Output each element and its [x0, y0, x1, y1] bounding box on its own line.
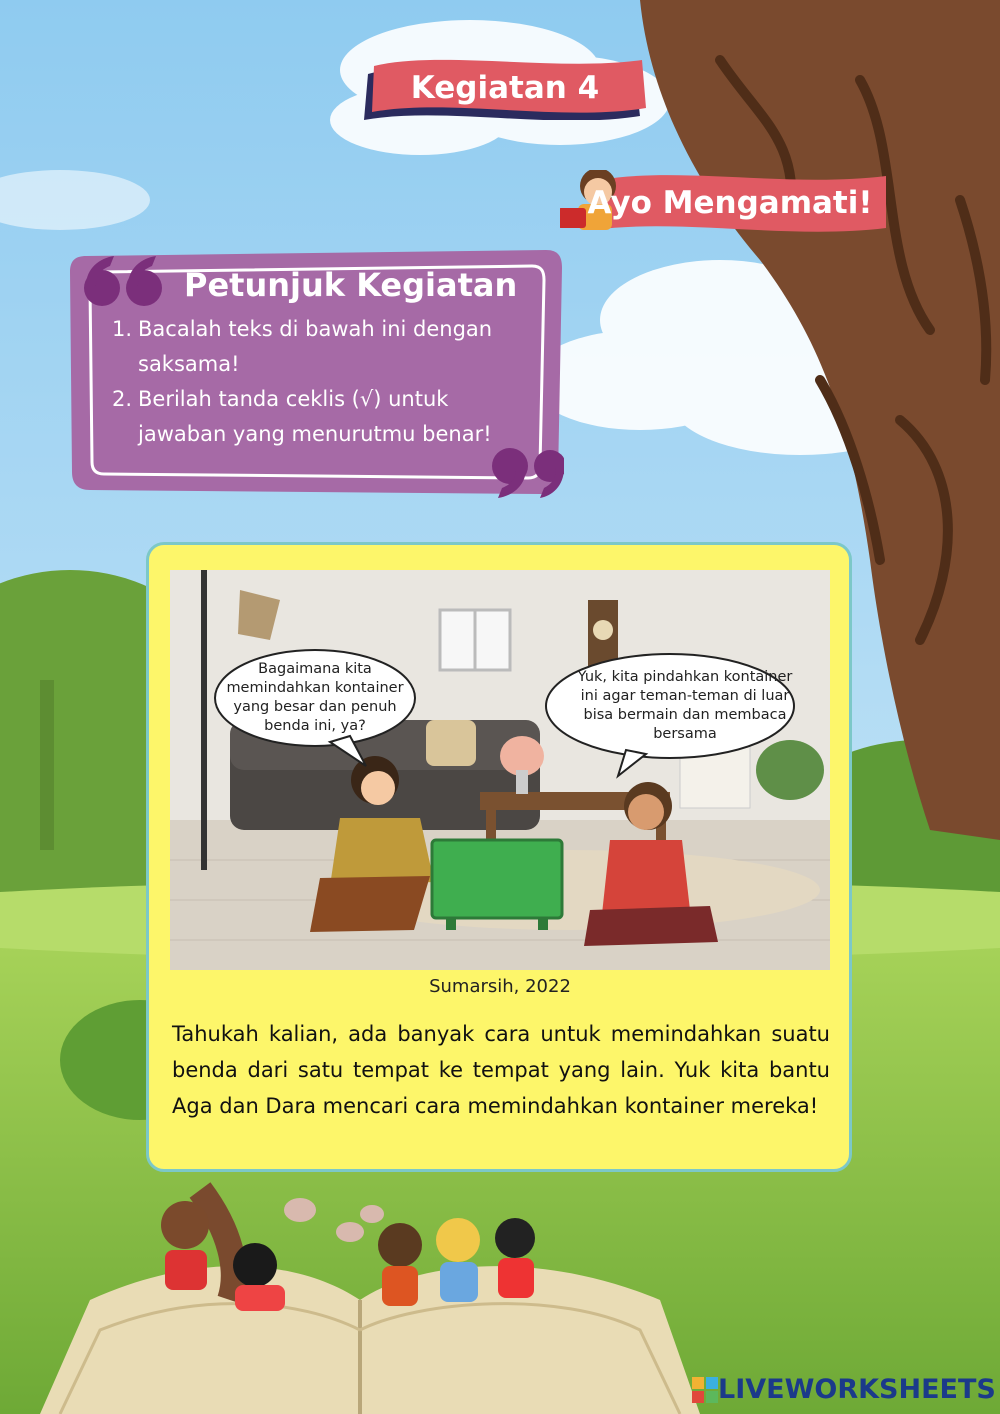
activity-number-text: Kegiatan 4 — [410, 70, 600, 106]
liveworksheets-logo — [692, 1374, 996, 1405]
instruction-number: 1. — [112, 317, 133, 341]
instruction-number: 2. — [112, 387, 133, 411]
observe-banner — [560, 170, 890, 236]
instructions-list — [112, 312, 532, 452]
reading-paragraph: Tahukah kalian, ada banyak cara untuk memindahkan suatu benda dari satu tempat ke tempat yang lain. Yuk kita bantu Aga dan Dara mencari cara memindahkan kontainer mereka! — [172, 1022, 830, 1118]
speech-bubble-left: Bagaimana kita memindahkan kontainer yang besar dan penuh benda ini, ya? — [226, 661, 404, 734]
instructions-title: Petunjuk Kegiatan — [184, 266, 518, 304]
instruction-item — [112, 382, 532, 452]
speech-bubble-right: Yuk, kita pindahkan kontainer ini agar teman-teman di luar bisa bermain dan membaca bersama — [577, 669, 793, 742]
instruction-text: Berilah tanda ceklis (√) untuk jawaban yang menurutmu benar! — [138, 387, 492, 446]
image-caption: Sumarsih, 2022 — [429, 976, 571, 997]
liveworksheets-icon — [692, 1377, 718, 1403]
living-room-illustration — [170, 570, 830, 970]
instruction-item — [112, 312, 532, 382]
liveworksheets-wordmark: LIVEWORKSHEETS — [718, 1374, 996, 1405]
activity-number-banner — [360, 56, 650, 120]
observe-text: Ayo Mengamati! — [587, 185, 873, 221]
instruction-text: Bacalah teks di bawah ini dengan saksama! — [138, 317, 493, 376]
